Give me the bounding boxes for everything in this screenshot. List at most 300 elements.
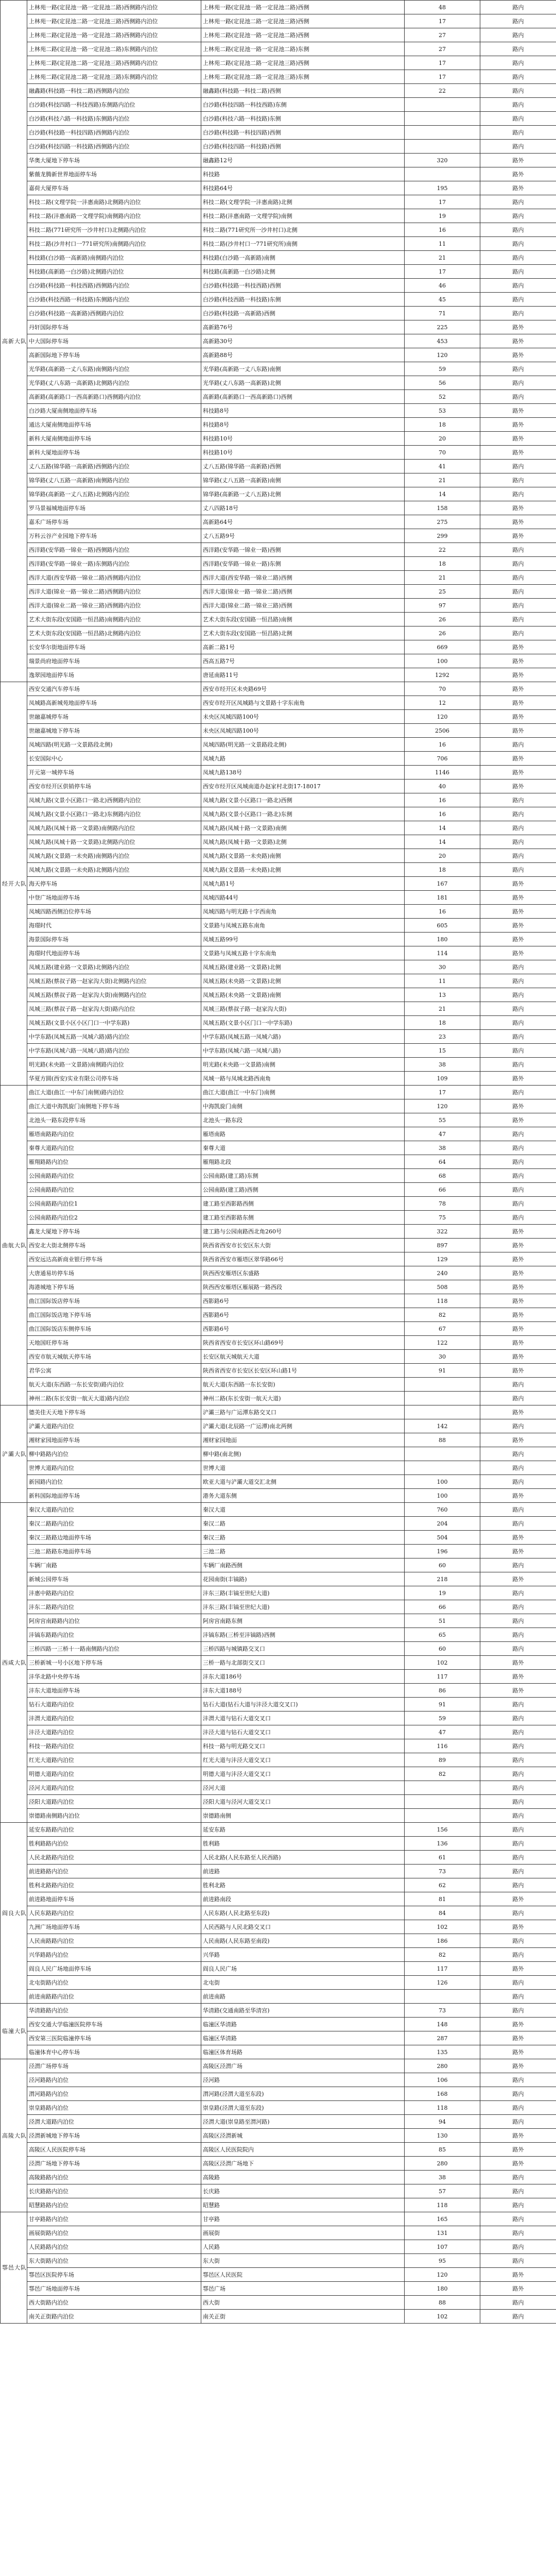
- parking-location-cell: 光华路(高新路一丈八东路)南侧: [201, 362, 405, 376]
- parking-name-cell: 阎良人民广场地面停车场: [27, 1962, 201, 1976]
- parking-type-cell: 路内: [480, 56, 556, 70]
- parking-location-cell: 世博大道: [201, 1461, 405, 1475]
- parking-spaces-cell: 22: [405, 84, 480, 98]
- parking-type-cell: 路外: [480, 682, 556, 696]
- parking-name-cell: 科技路(高新路一白沙路)北侧路内泊位: [27, 265, 201, 279]
- parking-name-cell: 新科大厦南侧地面停车场: [27, 432, 201, 446]
- parking-type-cell: 路内: [480, 223, 556, 237]
- parking-location-cell: 西洋路(安华路一锦业一路)西侧: [201, 543, 405, 557]
- parking-spaces-cell: 61: [405, 1851, 480, 1865]
- parking-name-cell: 红光大道路内泊位: [27, 1753, 201, 1767]
- parking-name-cell: 通达大厦南侧地面停车场: [27, 418, 201, 432]
- parking-location-cell: 阿房宫南路东侧: [201, 1614, 405, 1628]
- brigade-name-cell: 高陵大队: [1, 2059, 27, 2212]
- parking-name-cell: 白沙路(科技路一高新路)西侧路内泊位: [27, 307, 201, 320]
- parking-location-cell: 沣渭大道与钻石大道交叉口: [201, 1711, 405, 1725]
- table-row: [1, 2282, 556, 2296]
- parking-location-cell: 融鑫路12号: [201, 154, 405, 167]
- parking-spaces-cell: 1292: [405, 668, 480, 682]
- parking-spaces-cell: 82: [405, 1308, 480, 1322]
- table-row: [1, 1433, 556, 1447]
- parking-location-cell: 沣泾大道与钻石大道交叉口: [201, 1725, 405, 1739]
- parking-location-cell: 高新路64号: [201, 515, 405, 529]
- parking-name-cell: 科技路(白沙路一高新路)南侧路内泊位: [27, 251, 201, 265]
- parking-type-cell: 路外: [480, 2129, 556, 2143]
- parking-spaces-cell: 55: [405, 1113, 480, 1127]
- parking-type-cell: 路内: [480, 821, 556, 835]
- parking-name-cell: 万科云谷产业园地下停车场: [27, 529, 201, 543]
- parking-spaces-cell: 38: [405, 1058, 480, 1072]
- parking-location-cell: 前进路: [201, 1865, 405, 1878]
- parking-spaces-cell: 40: [405, 779, 480, 793]
- parking-name-cell: 西安交通汽车停车场: [27, 682, 201, 696]
- parking-type-cell: 路外: [480, 529, 556, 543]
- parking-location-cell: 白沙路(科技四路一科技西路)东侧: [201, 98, 405, 112]
- parking-location-cell: 艺术大街东段(安国路一恒昌路)南侧: [201, 613, 405, 626]
- parking-spaces-cell: 18: [405, 418, 480, 432]
- parking-spaces-cell: 120: [405, 2268, 480, 2282]
- parking-spaces-cell: 1146: [405, 766, 480, 779]
- parking-location-cell: 三桥一路与北部街交叉口: [201, 1656, 405, 1670]
- parking-type-cell: 路内: [480, 473, 556, 487]
- table-row: [1, 1239, 556, 1252]
- parking-location-cell: 科技二路(771研究所一沙井村口)北侧: [201, 223, 405, 237]
- table-row: [1, 418, 556, 432]
- parking-name-cell: 公园南路路内泊位: [27, 1169, 201, 1183]
- parking-type-cell: 路外: [480, 1364, 556, 1378]
- parking-type-cell: 路内: [480, 84, 556, 98]
- parking-type-cell: 路内: [480, 1781, 556, 1795]
- parking-location-cell: 未央区凤城四路100号: [201, 710, 405, 724]
- parking-type-cell: 路外: [480, 2268, 556, 2282]
- parking-location-cell: 中海凯旋门南侧: [201, 1099, 405, 1113]
- parking-type-cell: 路内: [480, 70, 556, 84]
- parking-name-cell: 上林苑一路(定昆池一路一定昆池二路)西侧路内泊位: [27, 1, 201, 14]
- parking-location-cell: 泾河路: [201, 2073, 405, 2087]
- parking-spaces-cell: [405, 167, 480, 181]
- table-row: [1, 376, 556, 390]
- parking-spaces-cell: [405, 112, 480, 126]
- parking-location-cell: 凤城四路(明光路一文景路段北侧): [201, 738, 405, 752]
- parking-type-cell: 路内: [480, 974, 556, 988]
- parking-name-cell: 上林苑二路(定昆池二路一定昆池三路)西侧路内泊位: [27, 56, 201, 70]
- parking-spaces-cell: 75: [405, 1211, 480, 1225]
- parking-location-cell: 三桥四路与城镇路交叉口: [201, 1642, 405, 1656]
- parking-name-cell: 鄠邑广场地面停车场: [27, 2282, 201, 2296]
- parking-spaces-cell: 88: [405, 1433, 480, 1447]
- parking-location-cell: 泾河大道: [201, 1781, 405, 1795]
- parking-spaces-cell: 158: [405, 501, 480, 515]
- parking-type-cell: 路内: [480, 1753, 556, 1767]
- parking-name-cell: 凤城五路(建业路一文景路)北侧路内泊位: [27, 960, 201, 974]
- table-row: [1, 766, 556, 779]
- table-row: [1, 599, 556, 613]
- parking-location-cell: 沣东三路(丰镐至世纪大道): [201, 1586, 405, 1600]
- parking-type-cell: 路内: [480, 293, 556, 307]
- parking-type-cell: 路内: [480, 1851, 556, 1865]
- parking-spaces-cell: [405, 1461, 480, 1475]
- parking-name-cell: 新科国际地面停车场: [27, 1489, 201, 1503]
- parking-name-cell: 三桥新城一号小区地下停车场: [27, 1656, 201, 1670]
- table-row: [1, 654, 556, 668]
- parking-name-cell: 胜利路路内泊位: [27, 1837, 201, 1851]
- parking-location-cell: 高新路88号: [201, 348, 405, 362]
- parking-name-cell: 临潼体育中心停车场: [27, 2045, 201, 2059]
- parking-location-cell: 西安市经开区未央路69号: [201, 682, 405, 696]
- parking-spaces-cell: 38: [405, 2171, 480, 2184]
- parking-location-cell: 高新路30号: [201, 334, 405, 348]
- parking-type-cell: 路内: [480, 2212, 556, 2226]
- parking-type-cell: 路外: [480, 1684, 556, 1698]
- parking-type-cell: 路内: [480, 2254, 556, 2268]
- parking-location-cell: 沣东大道186号: [201, 1670, 405, 1684]
- table-row: [1, 237, 556, 251]
- parking-location-cell: 东大街: [201, 2254, 405, 2268]
- parking-spaces-cell: 14: [405, 487, 480, 501]
- parking-spaces-cell: 89: [405, 1753, 480, 1767]
- parking-spaces-cell: 165: [405, 2212, 480, 2226]
- parking-type-cell: 路内: [480, 1016, 556, 1030]
- table-row: [1, 1892, 556, 1906]
- parking-name-cell: 高新国际地下停车场: [27, 348, 201, 362]
- parking-spaces-cell: [405, 1447, 480, 1461]
- table-row: [1, 1906, 556, 1920]
- table-row: [1, 1252, 556, 1266]
- parking-type-cell: 路内: [480, 42, 556, 56]
- table-row: [1, 501, 556, 515]
- parking-location-cell: 港务大道东侧: [201, 1489, 405, 1503]
- parking-location-cell: 西安市经开区凤城路与文景路十字东南角: [201, 696, 405, 710]
- parking-name-cell: 沣东二路路内泊位: [27, 1600, 201, 1614]
- parking-type-cell: 路内: [480, 112, 556, 126]
- parking-type-cell: 路内: [480, 307, 556, 320]
- parking-spaces-cell: 94: [405, 2115, 480, 2129]
- parking-location-cell: 临潼区体育场路: [201, 2045, 405, 2059]
- parking-type-cell: 路内: [480, 2310, 556, 2324]
- parking-type-cell: 路内: [480, 265, 556, 279]
- parking-location-cell: 唐延南路11号: [201, 668, 405, 682]
- parking-location-cell: 临潼区华清路: [201, 2031, 405, 2045]
- parking-name-cell: 科技一路路内泊位: [27, 1739, 201, 1753]
- parking-spaces-cell: 17: [405, 70, 480, 84]
- parking-spaces-cell: 21: [405, 473, 480, 487]
- parking-location-cell: 凤城九路(文景路一未央路)北侧: [201, 863, 405, 877]
- parking-name-cell: 中学东路(凤城六路一凤城八路)路内泊位: [27, 1044, 201, 1058]
- parking-location-cell: 柳中路(南北侧): [201, 1447, 405, 1461]
- parking-name-cell: 艺术大街东段(安国路一恒昌路)北侧路内泊位: [27, 626, 201, 640]
- parking-type-cell: 路内: [480, 863, 556, 877]
- parking-name-cell: 九洲广场地面停车场: [27, 1920, 201, 1934]
- parking-location-cell: 丈八五路(锦华路一高新路)西侧: [201, 460, 405, 473]
- parking-table-body: [1, 1, 556, 2324]
- parking-type-cell: 路外: [480, 891, 556, 905]
- parking-spaces-cell: 22: [405, 543, 480, 557]
- parking-type-cell: 路外: [480, 752, 556, 766]
- table-row: [1, 348, 556, 362]
- table-row: [1, 724, 556, 738]
- parking-name-cell: 公园南路路内泊位1: [27, 1197, 201, 1211]
- parking-location-cell: 陕西省西安市长安区东大街: [201, 1239, 405, 1252]
- parking-name-cell: 沣东大道地面停车场: [27, 1684, 201, 1698]
- table-row: [1, 1002, 556, 1016]
- parking-type-cell: 路外: [480, 432, 556, 446]
- parking-type-cell: 路外: [480, 1433, 556, 1447]
- parking-location-cell: 凤城九路138号: [201, 766, 405, 779]
- parking-type-cell: 路外: [480, 1489, 556, 1503]
- parking-location-cell: 凤城五路99号: [201, 933, 405, 946]
- parking-location-cell: 白沙路(科技西路一科技路)东侧: [201, 293, 405, 307]
- parking-spaces-cell: 180: [405, 2282, 480, 2296]
- parking-location-cell: 明德大道与沣泾大道交叉口: [201, 1767, 405, 1781]
- table-row: [1, 1670, 556, 1684]
- parking-type-cell: 路内: [480, 209, 556, 223]
- table-row: [1, 84, 556, 98]
- parking-name-cell: 鑫龙大厦地下停车场: [27, 1225, 201, 1239]
- parking-type-cell: 路外: [480, 1892, 556, 1906]
- table-row: [1, 98, 556, 112]
- table-row: [1, 2296, 556, 2310]
- parking-type-cell: 路内: [480, 1030, 556, 1044]
- table-row: [1, 1572, 556, 1586]
- table-row: [1, 1809, 556, 1823]
- parking-name-cell: 开元第一城停车场: [27, 766, 201, 779]
- parking-name-cell: 渭河路路内泊位: [27, 2087, 201, 2101]
- table-row: [1, 1489, 556, 1503]
- table-row: [1, 1739, 556, 1753]
- parking-spaces-cell: 16: [405, 807, 480, 821]
- parking-name-cell: 雁翔路路内泊位: [27, 1155, 201, 1169]
- parking-name-cell: 车辆厂南路: [27, 1558, 201, 1572]
- parking-type-cell: 路内: [480, 1767, 556, 1781]
- parking-name-cell: 人民北路路内泊位: [27, 1851, 201, 1865]
- table-row: [1, 1086, 556, 1099]
- parking-spaces-cell: 181: [405, 891, 480, 905]
- table-row: [1, 752, 556, 766]
- parking-spaces-cell: 122: [405, 1336, 480, 1350]
- parking-type-cell: 路内: [480, 2073, 556, 2087]
- parking-name-cell: 泾渭广场地下停车场: [27, 2157, 201, 2171]
- parking-spaces-cell: 70: [405, 446, 480, 460]
- parking-name-cell: 凤城路高新城苑地面停车场: [27, 696, 201, 710]
- parking-spaces-cell: 71: [405, 307, 480, 320]
- parking-location-cell: 西洋路(安华路一锦业一路)东侧: [201, 557, 405, 571]
- parking-type-cell: 路外: [480, 1962, 556, 1976]
- parking-spaces-cell: 118: [405, 2198, 480, 2212]
- table-row: [1, 1266, 556, 1280]
- parking-location-cell: 艺术大街东段(安国路一恒昌路)北侧: [201, 626, 405, 640]
- parking-type-cell: 路外: [480, 1656, 556, 1670]
- parking-type-cell: 路内: [480, 1517, 556, 1531]
- table-row: [1, 473, 556, 487]
- parking-spaces-cell: 70: [405, 682, 480, 696]
- table-row: [1, 1072, 556, 1086]
- table-row: [1, 1378, 556, 1392]
- parking-spaces-cell: 218: [405, 1572, 480, 1586]
- parking-location-cell: 科技二路(文理学院一沣惠南路)北侧: [201, 195, 405, 209]
- parking-location-cell: 湘财家园地面: [201, 1433, 405, 1447]
- parking-type-cell: 路内: [480, 1976, 556, 1990]
- parking-location-cell: 上林苑一路(定昆池二路一定昆池三路)西侧: [201, 14, 405, 28]
- table-row: [1, 1419, 556, 1433]
- parking-location-cell: 锦华路(高新路一丈八五路)北侧: [201, 487, 405, 501]
- parking-spaces-cell: 16: [405, 793, 480, 807]
- parking-location-cell: 科技一路与明光路交叉口: [201, 1739, 405, 1753]
- parking-location-cell: 浐灞三路与广运潭东路交叉口: [201, 1405, 405, 1419]
- table-row: [1, 543, 556, 557]
- parking-spaces-cell: [405, 1378, 480, 1392]
- parking-name-cell: 科技二路(文理学院一沣惠南路)北侧路内泊位: [27, 195, 201, 209]
- parking-name-cell: 上林苑二路(定昆池一路一定昆池二路)东侧路内泊位: [27, 42, 201, 56]
- table-row: [1, 2198, 556, 2212]
- parking-location-cell: 科技路(白沙路一高新路)南侧: [201, 251, 405, 265]
- parking-name-cell: 明光路(未央路一文景路)南侧路内泊位: [27, 1058, 201, 1072]
- parking-type-cell: 路内: [480, 1628, 556, 1642]
- parking-name-cell: 长安国际中心: [27, 752, 201, 766]
- parking-name-cell: 华奥大厦地下停车场: [27, 154, 201, 167]
- parking-location-cell: 白沙路(科技路一科技四路)西侧: [201, 126, 405, 140]
- parking-type-cell: 路内: [480, 376, 556, 390]
- parking-name-cell: 高陵路路内泊位: [27, 2171, 201, 2184]
- parking-name-cell: 前进南路路内泊位: [27, 1990, 201, 2004]
- parking-location-cell: 白沙路(科技路一科技西路)西侧: [201, 279, 405, 293]
- parking-location-cell: 上林苑二路(定昆池一路一定昆池二路)西侧: [201, 28, 405, 42]
- parking-name-cell: 大唐通易坊停车场: [27, 1266, 201, 1280]
- table-row: [1, 933, 556, 946]
- parking-spaces-cell: 204: [405, 1517, 480, 1531]
- parking-spaces-cell: 91: [405, 1364, 480, 1378]
- table-row: [1, 2059, 556, 2073]
- parking-spaces-cell: 2506: [405, 724, 480, 738]
- parking-name-cell: 华清路路内泊位: [27, 2004, 201, 2018]
- parking-name-cell: 人民路路内泊位: [27, 2240, 201, 2254]
- parking-type-cell: 路内: [480, 1183, 556, 1197]
- parking-name-cell: 融鑫路(科技路一科技二路)西侧路内泊位: [27, 84, 201, 98]
- parking-spaces-cell: 280: [405, 2059, 480, 2073]
- brigade-name-cell: 经开大队: [1, 682, 27, 1086]
- parking-location-cell: 浐灞大道(北辰路一广运潭)南北两侧: [201, 1419, 405, 1433]
- parking-name-cell: 中登广场地面停车场: [27, 891, 201, 905]
- parking-type-cell: 路外: [480, 181, 556, 195]
- parking-location-cell: 融鑫路(科技路一科技二路)西侧: [201, 84, 405, 98]
- parking-name-cell: 科技二路(沣惠南路一文理学院)南侧路内泊位: [27, 209, 201, 223]
- parking-spaces-cell: 68: [405, 1169, 480, 1183]
- parking-type-cell: 路内: [480, 1044, 556, 1058]
- parking-name-cell: 明德大道路内泊位: [27, 1767, 201, 1781]
- parking-location-cell: 西洋大道(锦业一路一锦业二路)西侧: [201, 585, 405, 599]
- parking-spaces-cell: 167: [405, 877, 480, 891]
- table-row: [1, 1948, 556, 1962]
- parking-spaces-cell: 114: [405, 946, 480, 960]
- table-row: [1, 863, 556, 877]
- table-row: [1, 613, 556, 626]
- parking-type-cell: 路外: [480, 1531, 556, 1545]
- parking-type-cell: 路外: [480, 501, 556, 515]
- parking-location-cell: 西影路6号: [201, 1308, 405, 1322]
- parking-spaces-cell: 107: [405, 2240, 480, 2254]
- parking-spaces-cell: 100: [405, 1475, 480, 1489]
- parking-type-cell: 路外: [480, 446, 556, 460]
- parking-name-cell: 丹轩国际停车场: [27, 320, 201, 334]
- parking-spaces-cell: 180: [405, 933, 480, 946]
- parking-spaces-cell: 73: [405, 1865, 480, 1878]
- parking-type-cell: 路内: [480, 460, 556, 473]
- parking-name-cell: 东大街路内泊位: [27, 2254, 201, 2268]
- parking-type-cell: 路外: [480, 2282, 556, 2296]
- parking-type-cell: 路外: [480, 1225, 556, 1239]
- parking-location-cell: 锦华路(丈八五路一高新路)南侧: [201, 473, 405, 487]
- parking-name-cell: 南关正街路内泊位: [27, 2310, 201, 2324]
- parking-spaces-cell: 320: [405, 154, 480, 167]
- table-row: [1, 2268, 556, 2282]
- parking-spaces-cell: 59: [405, 362, 480, 376]
- parking-spaces-cell: 109: [405, 1072, 480, 1086]
- parking-location-cell: 人民路: [201, 2240, 405, 2254]
- parking-name-cell: 西安远达高新商业银行停车场: [27, 1252, 201, 1266]
- table-row: [1, 1878, 556, 1892]
- parking-location-cell: 雁翔路北段: [201, 1155, 405, 1169]
- parking-type-cell: 路外: [480, 2018, 556, 2031]
- parking-type-cell: 路外: [480, 654, 556, 668]
- parking-type-cell: 路外: [480, 933, 556, 946]
- parking-location-cell: 陕西省西安市长安区长安区环山路1号: [201, 1364, 405, 1378]
- parking-name-cell: 丈八五路(锦华路一高新路)西侧路内泊位: [27, 460, 201, 473]
- parking-name-cell: 凤城九路(凤城十路一文景路)北侧路内泊位: [27, 835, 201, 849]
- table-row: [1, 2129, 556, 2143]
- parking-location-cell: 陕西西安雁塔区雁展路一路西段: [201, 1280, 405, 1294]
- parking-name-cell: 白沙路大厦南侧地面停车场: [27, 404, 201, 418]
- parking-name-cell: 长安华尔街地面停车场: [27, 640, 201, 654]
- table-row: [1, 362, 556, 376]
- table-row: [1, 668, 556, 682]
- table-row: [1, 320, 556, 334]
- parking-name-cell: 上林苑二路(定昆池一路一定昆池二路)西侧路内泊位: [27, 28, 201, 42]
- parking-type-cell: 路内: [480, 835, 556, 849]
- parking-spaces-cell: 51: [405, 1614, 480, 1628]
- table-row: [1, 946, 556, 960]
- parking-name-cell: 航天大道(东西路一东长安街)路内泊位: [27, 1378, 201, 1392]
- parking-type-cell: 路内: [480, 1906, 556, 1920]
- parking-spaces-cell: 91: [405, 1698, 480, 1711]
- parking-spaces-cell: 26: [405, 626, 480, 640]
- parking-name-cell: 沣渭大道路内泊位: [27, 1711, 201, 1725]
- parking-location-cell: 鄠邑广场: [201, 2282, 405, 2296]
- table-row: [1, 2184, 556, 2198]
- parking-type-cell: 路内: [480, 2184, 556, 2198]
- parking-type-cell: 路内: [480, 28, 556, 42]
- parking-location-cell: 白沙路(科技路一高新路)西侧: [201, 307, 405, 320]
- table-row: [1, 432, 556, 446]
- parking-spaces-cell: 85: [405, 2143, 480, 2157]
- parking-spaces-cell: 117: [405, 1670, 480, 1684]
- parking-spaces-cell: 52: [405, 390, 480, 404]
- table-row: [1, 1141, 556, 1155]
- parking-location-cell: 高陵区泾渭新城: [201, 2129, 405, 2143]
- parking-location-cell: 凤城五路(建业路一文景路)北侧: [201, 960, 405, 974]
- parking-location-cell: 西高五路7号: [201, 654, 405, 668]
- parking-type-cell: 路外: [480, 320, 556, 334]
- table-row: [1, 14, 556, 28]
- parking-location-cell: 科技二路(沙井村口一771研究所)南侧: [201, 237, 405, 251]
- table-row: [1, 1753, 556, 1767]
- parking-spaces-cell: 97: [405, 599, 480, 613]
- parking-spaces-cell: 116: [405, 1739, 480, 1753]
- parking-spaces-cell: 14: [405, 821, 480, 835]
- parking-spaces-cell: 322: [405, 1225, 480, 1239]
- parking-spaces-cell: [405, 1795, 480, 1809]
- parking-name-cell: 紫薇龙腾新世界地面停车场: [27, 167, 201, 181]
- parking-location-cell: 西影路6号: [201, 1294, 405, 1308]
- parking-spaces-cell: 195: [405, 181, 480, 195]
